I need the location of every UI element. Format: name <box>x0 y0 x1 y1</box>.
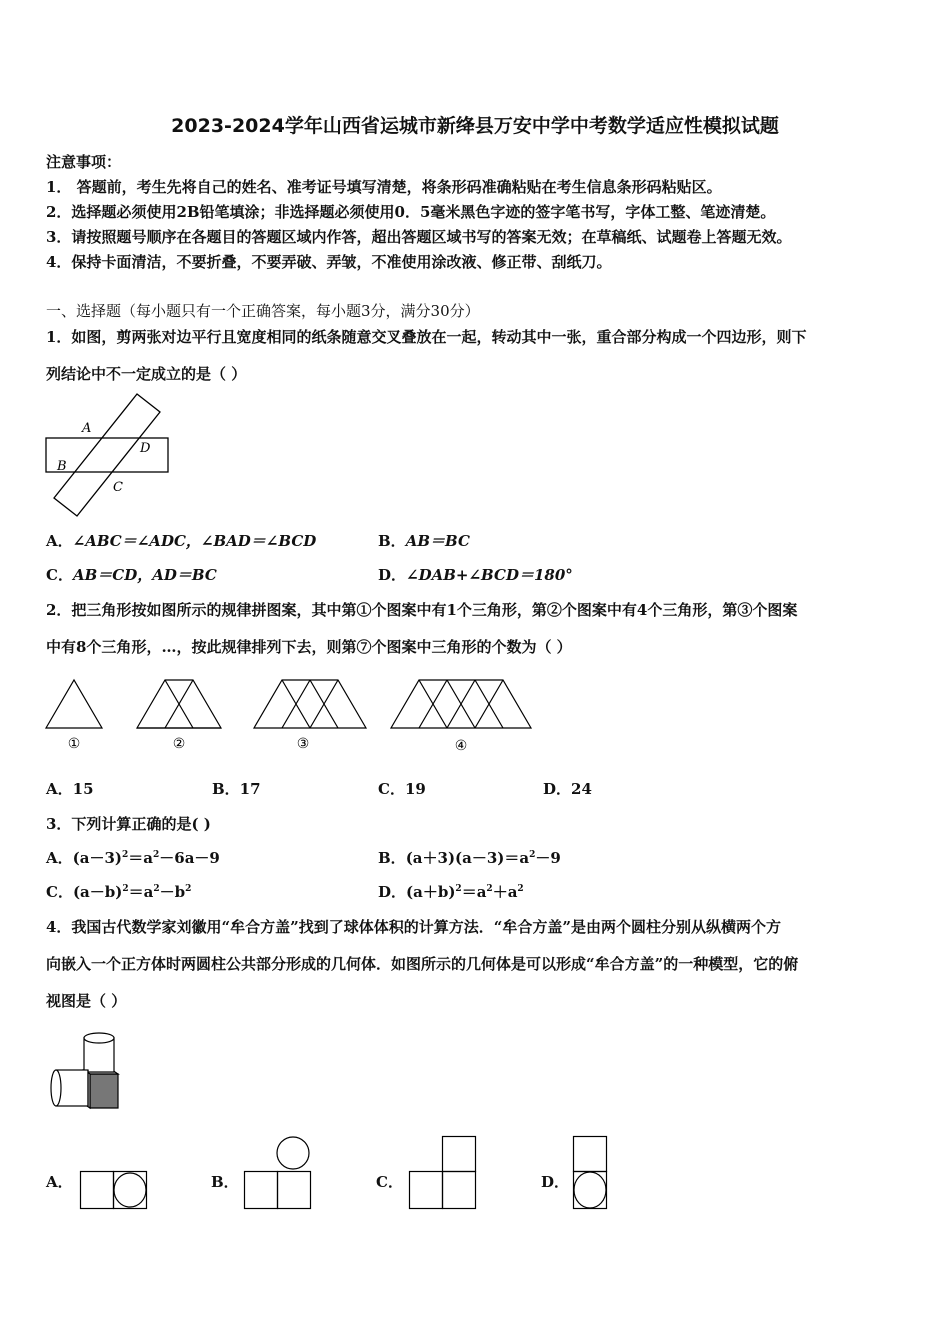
q2-label-2: ② <box>172 736 186 752</box>
q1-stem-line2: 列结论中不一定成立的是（ ） <box>46 365 247 383</box>
q2-stem-line1: 2．把三角形按如图所示的规律拼图案，其中第①个图案中有1个三角形，第②个图案中有4个三角形，第③个图案 <box>46 601 798 619</box>
q4-option-d-figure <box>573 1136 609 1211</box>
notice-item-2: 2．选择题必须使用2B铅笔填涂；非选择题必须使用0．5毫米黑色字迹的签字笔书写，字体工整、笔迹清楚。 <box>46 203 776 221</box>
q2-option-c: C．19 <box>378 780 426 798</box>
q2-option-a: A．15 <box>46 780 94 798</box>
q1-figure <box>40 390 180 520</box>
q2-figure <box>40 672 540 754</box>
notice-item-3: 3．请按照题号顺序在各题目的答题区域内作答，超出答题区域书写的答案无效；在草稿纸、试题卷上答题无效。 <box>46 228 792 246</box>
q3-option-d: D．$(a+b)^2=a^2+a^2$ <box>378 883 524 901</box>
q1-label-d: D <box>140 441 151 456</box>
q2-option-b: B．17 <box>212 780 261 798</box>
q2-stem-line2: 中有8个三角形，…，按此规律排列下去，则第⑦个图案中三角形的个数为（ ） <box>46 638 572 656</box>
q1-option-c: C．AB＝CD，AD＝BC <box>46 566 217 584</box>
page-title: 2023-2024学年山西省运城市新绛县万安中学中考数学适应性模拟试题 <box>171 115 779 137</box>
q1-option-d: D．∠DAB+∠BCD＝180° <box>378 566 573 584</box>
q1-option-b: B．AB＝BC <box>378 532 470 550</box>
q4-stem-line2: 向嵌入一个正方体时两圆柱公共部分形成的几何体．如图所示的几何体是可以形成“牟合方盖”的一种模型，它的俯 <box>46 955 799 973</box>
q3-option-c: C．$(a-b)^2=a^2-b^2$ <box>46 883 192 901</box>
q2-label-4: ④ <box>454 738 468 754</box>
q3-option-a: A．$(a-3)^2=a^2-6a-9$ <box>46 849 220 867</box>
q4-option-c-key: C． <box>376 1173 403 1191</box>
section-heading: 一、选择题（每小题只有一个正确答案，每小题3分，满分30分） <box>46 302 480 320</box>
q4-figure <box>46 1030 126 1112</box>
q4-option-b-figure <box>244 1136 312 1211</box>
q2-label-3: ③ <box>296 736 310 752</box>
notice-item-4: 4．保持卡面清洁，不要折叠，不要弄破、弄皱，不准使用涂改液、修正带、刮纸刀。 <box>46 253 612 271</box>
q1-option-a: A．∠ABC＝∠ADC，∠BAD＝∠BCD <box>46 532 317 550</box>
q1-label-b: B <box>57 459 67 474</box>
q2-label-1: ① <box>67 736 81 752</box>
notice-item-1: 1． 答题前，考生先将自己的姓名、准考证号填写清楚，将条形码准确粘贴在考生信息条形码粘贴区。 <box>46 178 722 196</box>
notice-heading: 注意事项： <box>46 153 122 171</box>
q2-option-d: D．24 <box>543 780 592 798</box>
q4-option-d-key: D． <box>541 1173 570 1191</box>
q4-option-c-figure <box>409 1136 477 1211</box>
q4-option-a-figure <box>80 1171 148 1211</box>
q1-stem-line1: 1．如图，剪两张对边平行且宽度相同的纸条随意交叉叠放在一起，转动其中一张，重合部分构成一个四边形，则下 <box>46 328 807 346</box>
q4-option-b-key: B． <box>211 1173 239 1191</box>
q3-option-b: B．$(a+3)(a-3)=a^2-9$ <box>378 849 561 867</box>
q3-stem: 3．下列计算正确的是( ) <box>46 815 211 833</box>
q1-label-a: A <box>82 421 92 436</box>
q1-label-c: C <box>113 480 123 495</box>
q4-stem-line1: 4．我国古代数学家刘徽用“牟合方盖”找到了球体体积的计算方法．“牟合方盖”是由两个圆柱分别从纵横两个方 <box>46 918 781 936</box>
q4-option-a-key: A． <box>46 1173 73 1191</box>
q4-stem-line3: 视图是（ ） <box>46 992 127 1010</box>
